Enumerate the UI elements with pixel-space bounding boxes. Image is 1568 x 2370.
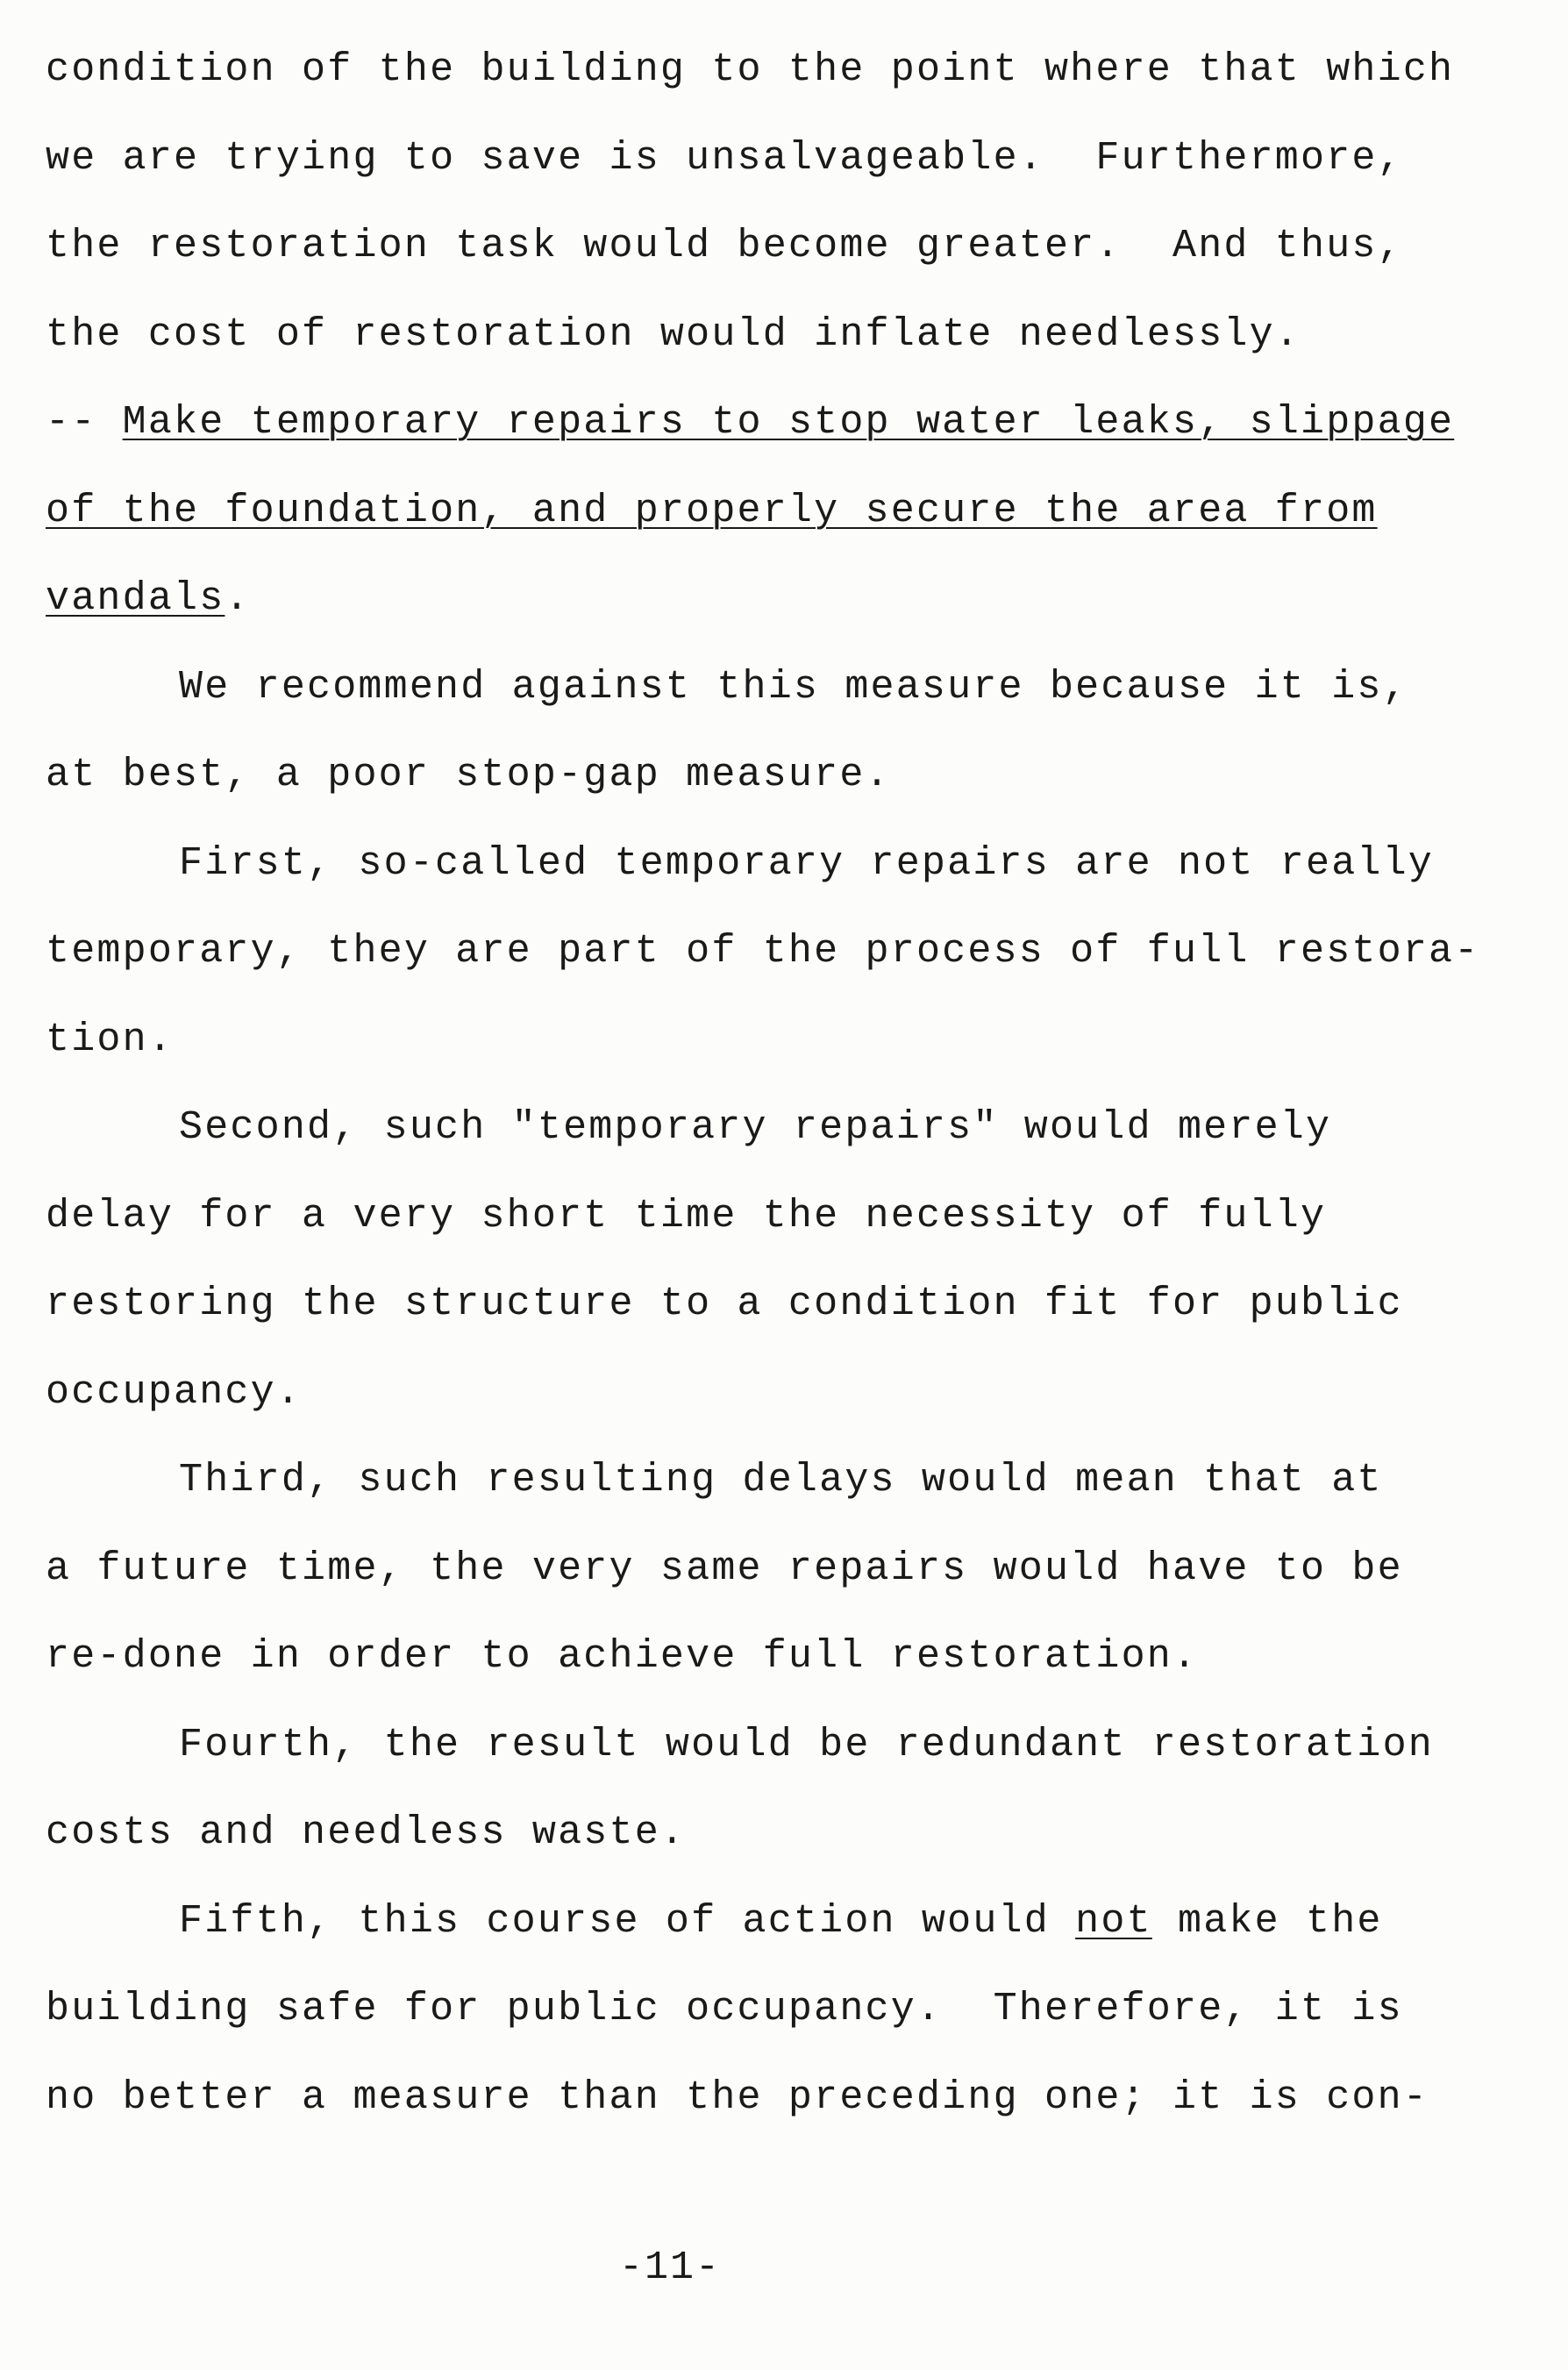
paragraph-line: occupancy. [46,1369,303,1415]
paragraph-line: a future time, the very same repairs would have to be [46,1545,1403,1591]
paragraph-line: tion. [46,1017,175,1062]
paragraph-line: temporary, they are part of the process of full restora- [46,929,1480,974]
emphasis-underlined: not [1075,1898,1152,1944]
paragraph-line: at best, a poor stop-gap measure. [46,753,891,797]
paragraph-line: First, so-called temporary repairs are not really [179,840,1435,886]
body-text [46,26,1536,2142]
paragraph-line: restoring the structure to a condition fit for public [46,1281,1403,1326]
paragraph-line: Second, such "temporary repairs" would merely [179,1105,1332,1150]
section-heading-line-2 [46,468,1536,556]
fifth-text-after: make the [1151,1898,1383,1944]
text-line: the restoration task would become greater. And thus, [46,224,1403,268]
text-line: we are trying to save is unsalvageable. Furthermore, [46,135,1403,181]
paragraph-line: Third, such resulting delays would mean that at [179,1458,1383,1503]
paragraph-line: Fourth, the result would be redundant restoration [179,1722,1435,1767]
heading-underlined-text: Make temporary repairs to stop water leaks, slippage [122,400,1455,445]
paragraph-line: building safe for public occupancy. Therefore, it is [46,1987,1403,2031]
page-number: -11- [618,2245,722,2290]
paragraph-line: re-done in order to achieve full restoration. [46,1634,1199,1679]
paragraph-line [46,1878,1536,1967]
heading-period: . [225,576,251,621]
section-heading-line-3 [46,555,1536,644]
paragraph-line: delay for a very short time the necessity of fully [46,1193,1327,1239]
fifth-text-before: Fifth, this course of action would [179,1898,1076,1944]
page-number-footer [0,2245,1568,2290]
paragraph-line: We recommend against this measure because it is, [179,664,1408,710]
heading-underlined-text: of the foundation, and properly secure the area from [46,488,1378,533]
heading-prefix: -- [46,400,123,445]
heading-underlined-text: vandals [46,576,225,621]
section-heading-line-1 [46,379,1536,468]
text-line: the cost of restoration would inflate needlessly. [46,311,1301,357]
text-line: condition of the building to the point where that which [46,47,1455,92]
paragraph-line: no better a measure than the preceding one; it is con- [46,2074,1429,2120]
paragraph-line: costs and needless waste. [46,1810,687,1855]
